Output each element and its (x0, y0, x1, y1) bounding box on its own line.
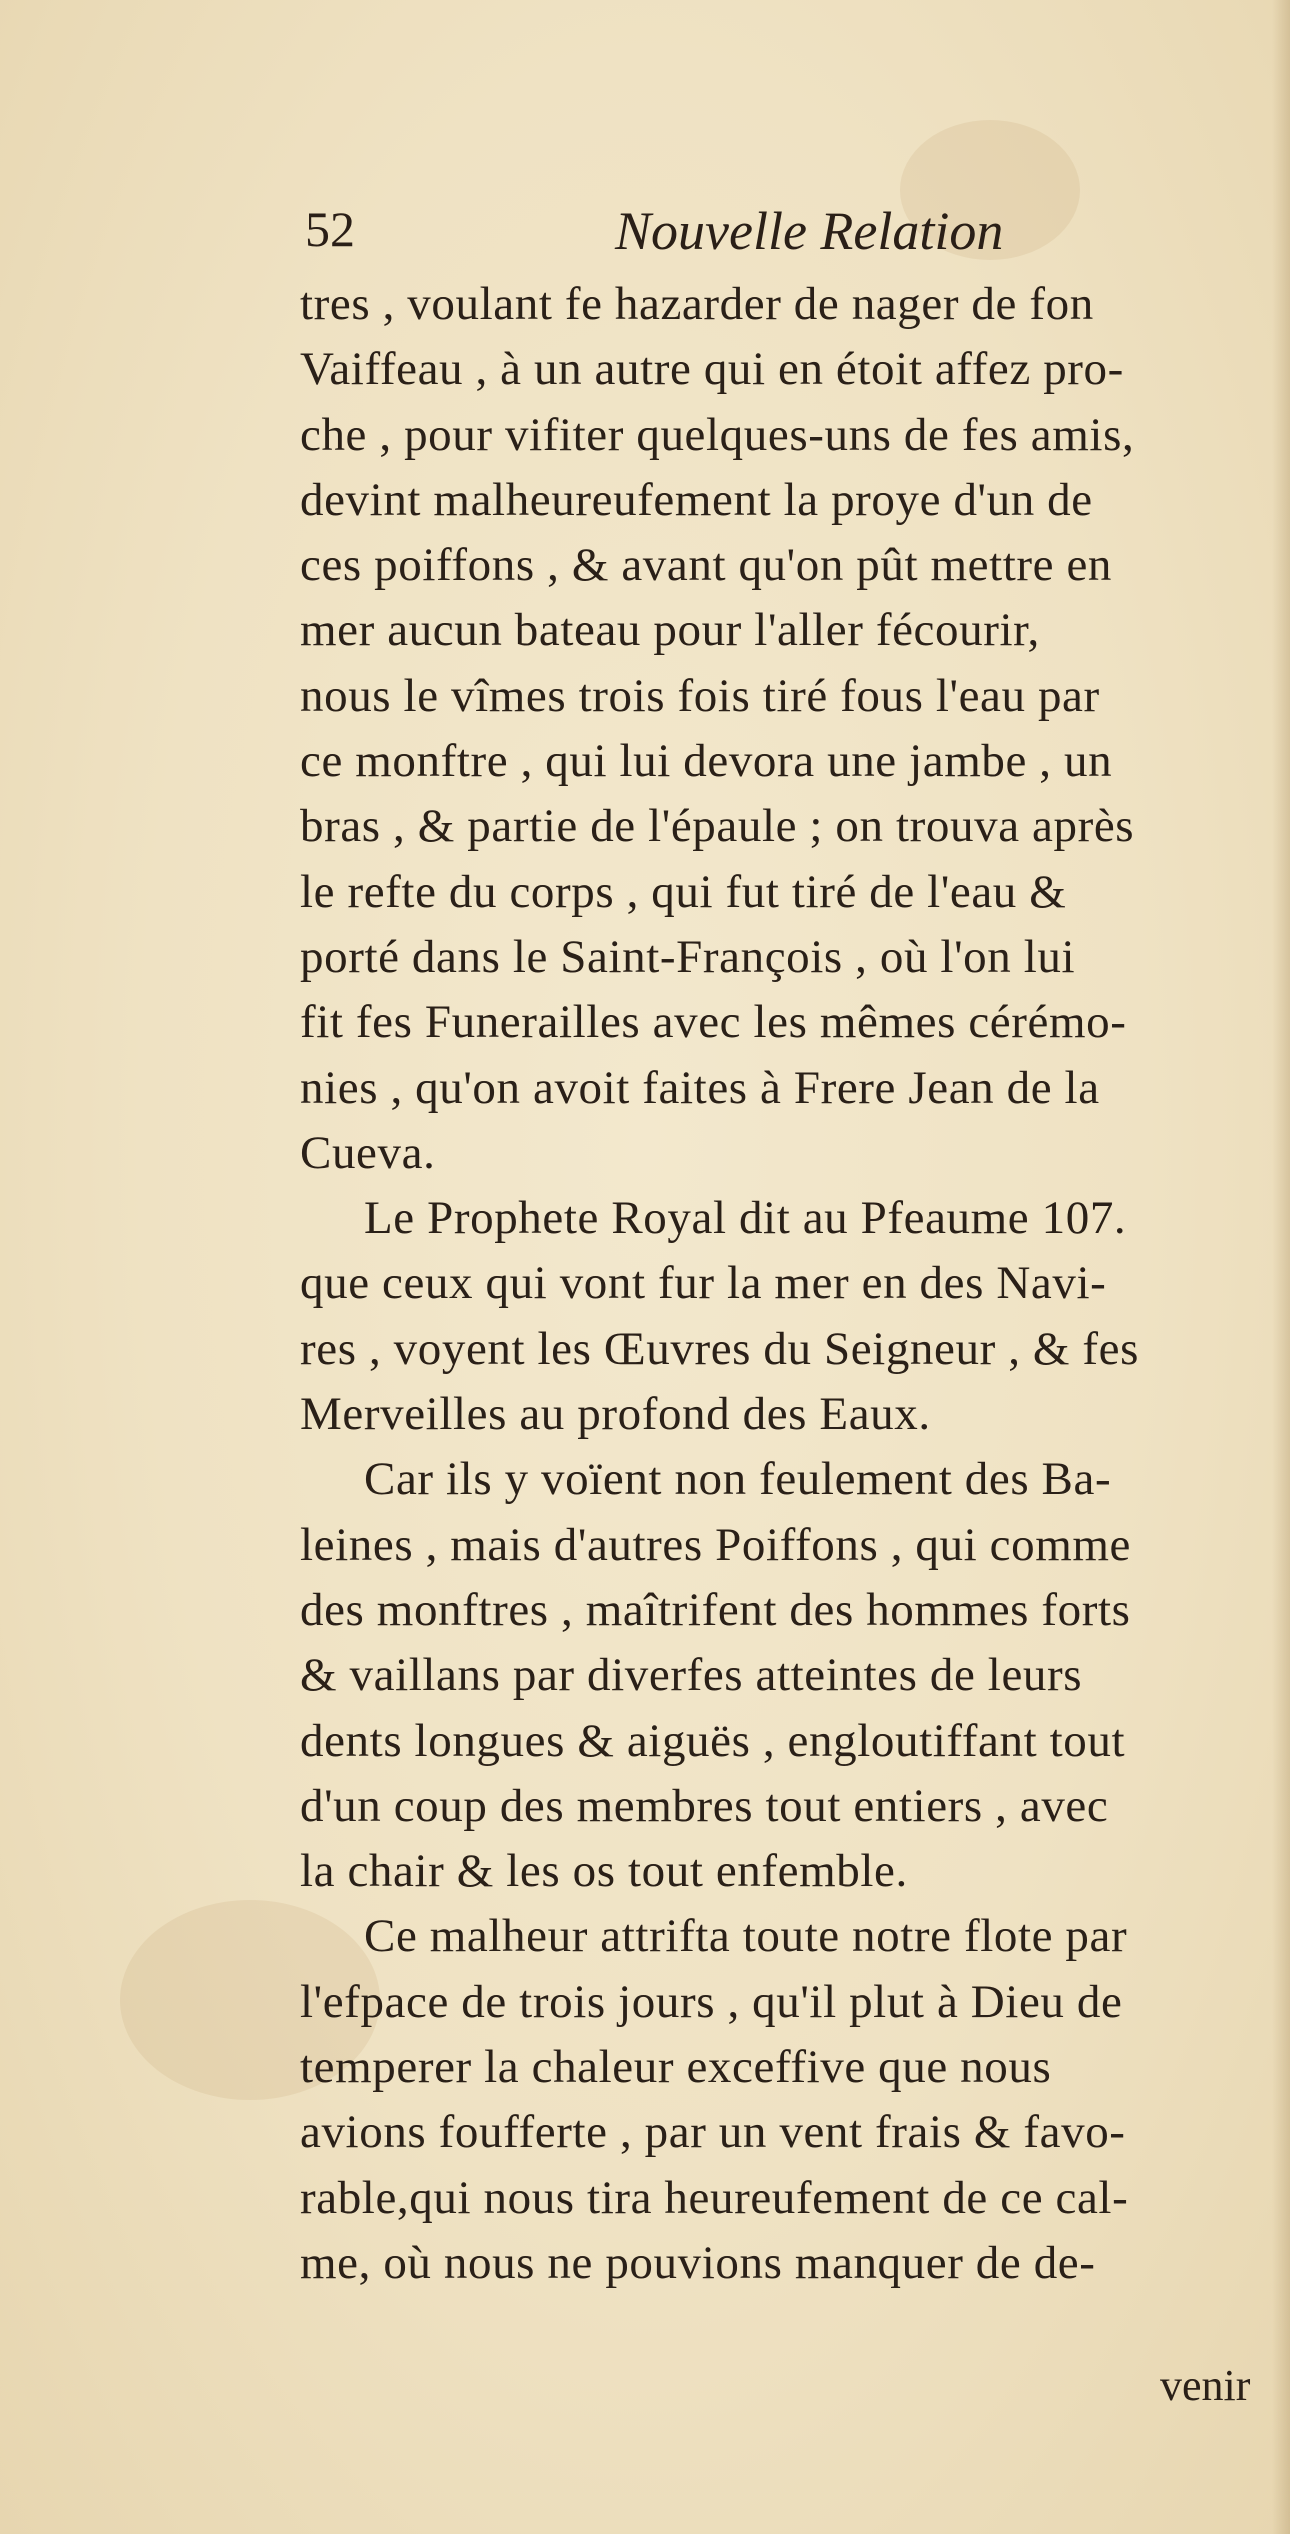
catchword: venir (1160, 2361, 1251, 2410)
text-line: tres , voulant fe hazarder de nager de fon (300, 278, 1094, 330)
text-line: Vaiffeau , à un autre qui en étoit affez pro- (300, 343, 1124, 396)
page-number: 52 (305, 201, 355, 257)
text-line: temperer la chaleur exceffive que nous (300, 2041, 1052, 2094)
text-line: che , pour vifiter quelques-uns de fes amis, (300, 408, 1135, 461)
text-line: des monftres , maîtrifent des hommes forts (300, 1583, 1131, 1636)
text-line: ce monftre , qui lui devora une jambe , un (300, 735, 1113, 788)
text-line: bras , & partie de l'épaule ; on trouva après (300, 800, 1135, 853)
body-text (300, 272, 1275, 2296)
text-line: fit fes Funerailles avec les mêmes cérémo- (300, 996, 1127, 1049)
text-line: me, où nous ne pouvions manquer de de- (300, 2236, 1096, 2289)
page-header (305, 200, 1205, 270)
text-line: Cueva. (300, 1126, 436, 1179)
text-line: res , voyent les Œuvres du Seigneur , & fes (300, 1322, 1140, 1375)
text-line: ces poiffons , & avant qu'on pût mettre en (300, 539, 1113, 592)
text-line: rable,qui nous tira heureufement de ce cal- (300, 2171, 1129, 2224)
text-line: Car ils y voïent non feulement des Ba- (364, 1453, 1112, 1506)
text-line: & vaillans par diverfes atteintes de leurs (300, 1649, 1083, 1702)
text-line: que ceux qui vont fur la mer en des Navi- (300, 1257, 1107, 1310)
text-line: mer aucun bateau pour l'aller fécourir, (300, 604, 1040, 657)
text-line: dents longues & aiguës , engloutiffant tout (300, 1714, 1126, 1767)
running-title: Nouvelle Relation (615, 201, 1004, 261)
text-line: Merveilles au profond des Eaux. (300, 1388, 931, 1441)
text-line: le refte du corps , qui fut tiré de l'eau & (300, 865, 1067, 918)
text-line: nous le vîmes trois fois tiré fous l'eau par (300, 669, 1100, 722)
text-line: nies , qu'on avoit faites à Frere Jean de la (300, 1061, 1100, 1114)
text-line: devint malheureufement la proye d'un de (300, 473, 1093, 526)
text-line: Ce malheur attrifta toute notre flote par (364, 1910, 1128, 1963)
text-line: la chair & les os tout enfemble. (300, 1845, 908, 1898)
text-line: porté dans le Saint-François , où l'on lui (300, 930, 1076, 983)
text-line: Le Prophete Royal dit au Pfeaume 107. (364, 1192, 1127, 1245)
text-line: l'efpace de trois jours , qu'il plut à Dieu de (300, 1975, 1123, 2028)
text-line: d'un coup des membres tout entiers , avec (300, 1779, 1109, 1832)
text-line: leines , mais d'autres Poiffons , qui comme (300, 1518, 1131, 1571)
text-line: avions foufferte , par un vent frais & favo- (300, 2106, 1126, 2159)
